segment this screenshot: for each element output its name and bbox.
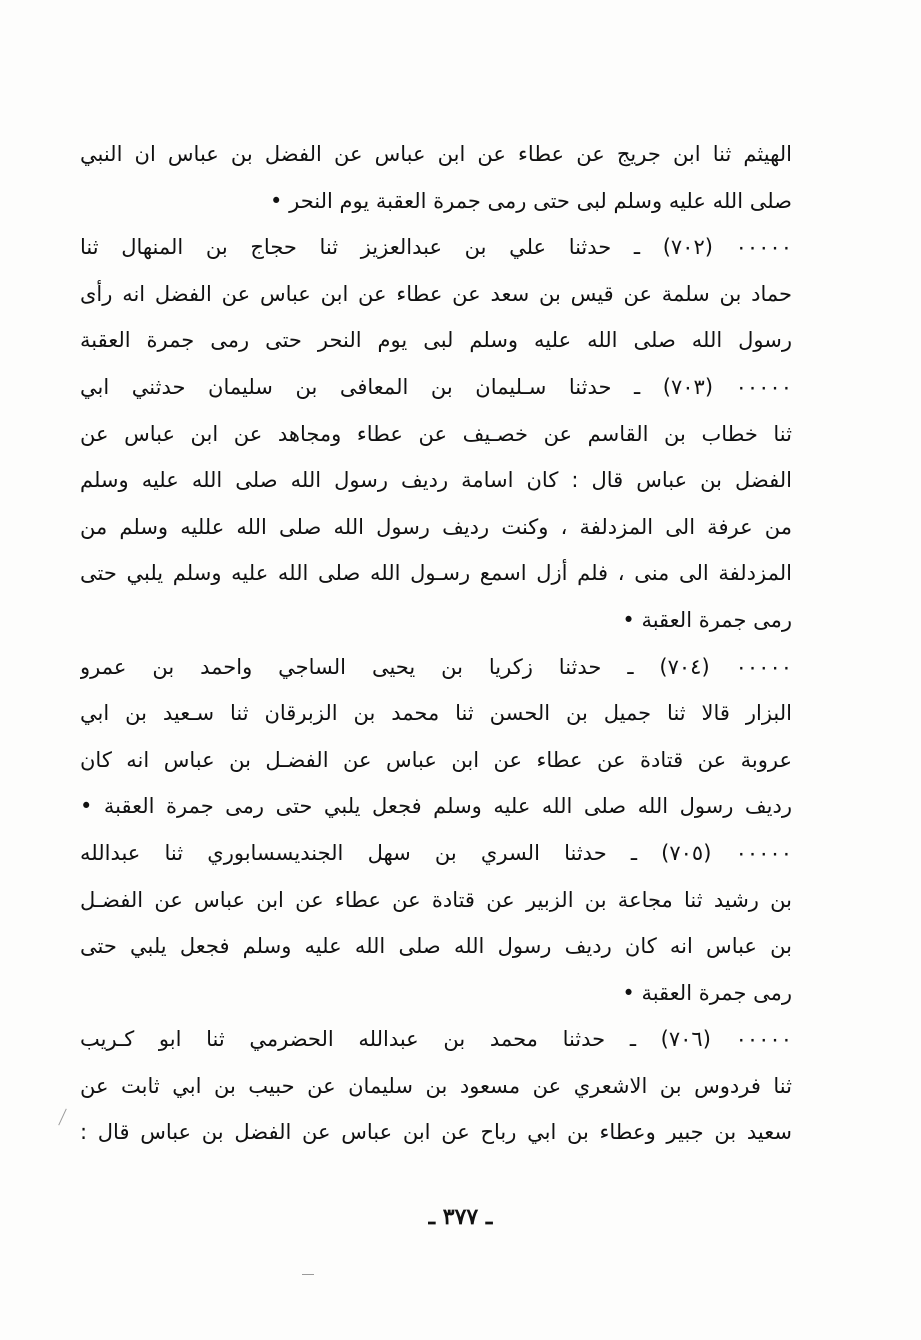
hadith-705-heading: ٠٠٠٠٠ (٧٠٥) ـ حدثنا السري بن سهل الجنديسسابوري ثنا عبدالله: [80, 840, 792, 865]
text-line: الهيثم ثنا ابن جريج عن عطاء عن ابن عباس عن الفضل بن عباس ان النبي: [80, 142, 792, 166]
text-line: من عرفة الى المزدلفة ، وكنت رديف رسول الله صلى الله علليه وسلم من: [80, 514, 792, 539]
text-line: البزار قالا ثنا جميل بن الحسن ثنا محمد بن الزبرقان ثنا سـعيد بن ابي: [80, 701, 792, 726]
text-line: بن عباس انه كان رديف رسول الله صلى الله عليه وسلم فجعل يلبي حتى: [80, 934, 792, 959]
text-line: عروبة عن قتادة عن عطاء عن ابن عباس عن الفضـل بن عباس انه كان: [80, 747, 792, 772]
text-line: ثنا فردوس بن الاشعري عن مسعود بن سليمان عن حبيب بن ابي ثابت عن: [80, 1073, 792, 1098]
text-line: رسول الله صلى الله عليه وسلم لبى يوم النحر حتى رمى جمرة العقبة: [80, 328, 792, 353]
text-line: سعيد بن جبير وعطاء بن ابي رباح عن ابن عباس عن الفضل بن عباس قال :: [80, 1120, 792, 1145]
hadith-702-heading: ٠٠٠٠٠ (٧٠٢) ـ حدثنا علي بن عبدالعزيز ثنا حجاج بن المنهال ثنا: [80, 235, 792, 260]
hadith-703-heading: ٠٠٠٠٠ (٧٠٣) ـ حدثنا سـليمان بن المعافى بن سليمان حدثني ابي: [80, 374, 792, 399]
scan-mark: [302, 1274, 314, 1275]
page-number: ـ ٣٧٧ ـ: [428, 1204, 493, 1230]
text-line: صلى الله عليه وسلم لبى حتى رمى جمرة العقبة يوم النحر •: [270, 188, 792, 213]
text-line: رمى جمرة العقبة •: [622, 607, 792, 632]
text-line: بن رشيد ثنا مجاعة بن الزبير عن قتادة عن عطاء عن ابن عباس عن الفضـل: [80, 887, 792, 912]
text-line: الفضل بن عباس قال : كان اسامة رديف رسول الله صلى الله عليه وسلم: [80, 468, 792, 493]
hadith-706-heading: ٠٠٠٠٠ (٧٠٦) ـ حدثنا محمد بن عبدالله الحضرمي ثنا ابو كـريب: [80, 1027, 792, 1052]
scan-mark: [58, 1109, 67, 1126]
text-line: حماد بن سلمة عن قيس بن سعد عن عطاء عن ابن عباس عن الفضل انه رأى: [80, 281, 792, 306]
text-line: المزدلفة الى منى ، فلم أزل اسمع رسـول الله صلى الله عليه وسلم يلبي حتى: [80, 561, 792, 586]
hadith-704-heading: ٠٠٠٠٠ (٧٠٤) ـ حدثنا زكريا بن يحيى الساجي واحمد بن عمرو: [80, 654, 792, 679]
hadith-text-block: [80, 131, 792, 1156]
text-line: ثنا خطاب بن القاسم عن خصـيف عن عطاء ومجاهد عن ابن عباس عن: [80, 421, 792, 446]
text-line: رديف رسول الله صلى الله عليه وسلم فجعل يلبي حتى رمى جمرة العقبة •: [80, 794, 792, 819]
text-line: رمى جمرة العقبة •: [622, 980, 792, 1005]
